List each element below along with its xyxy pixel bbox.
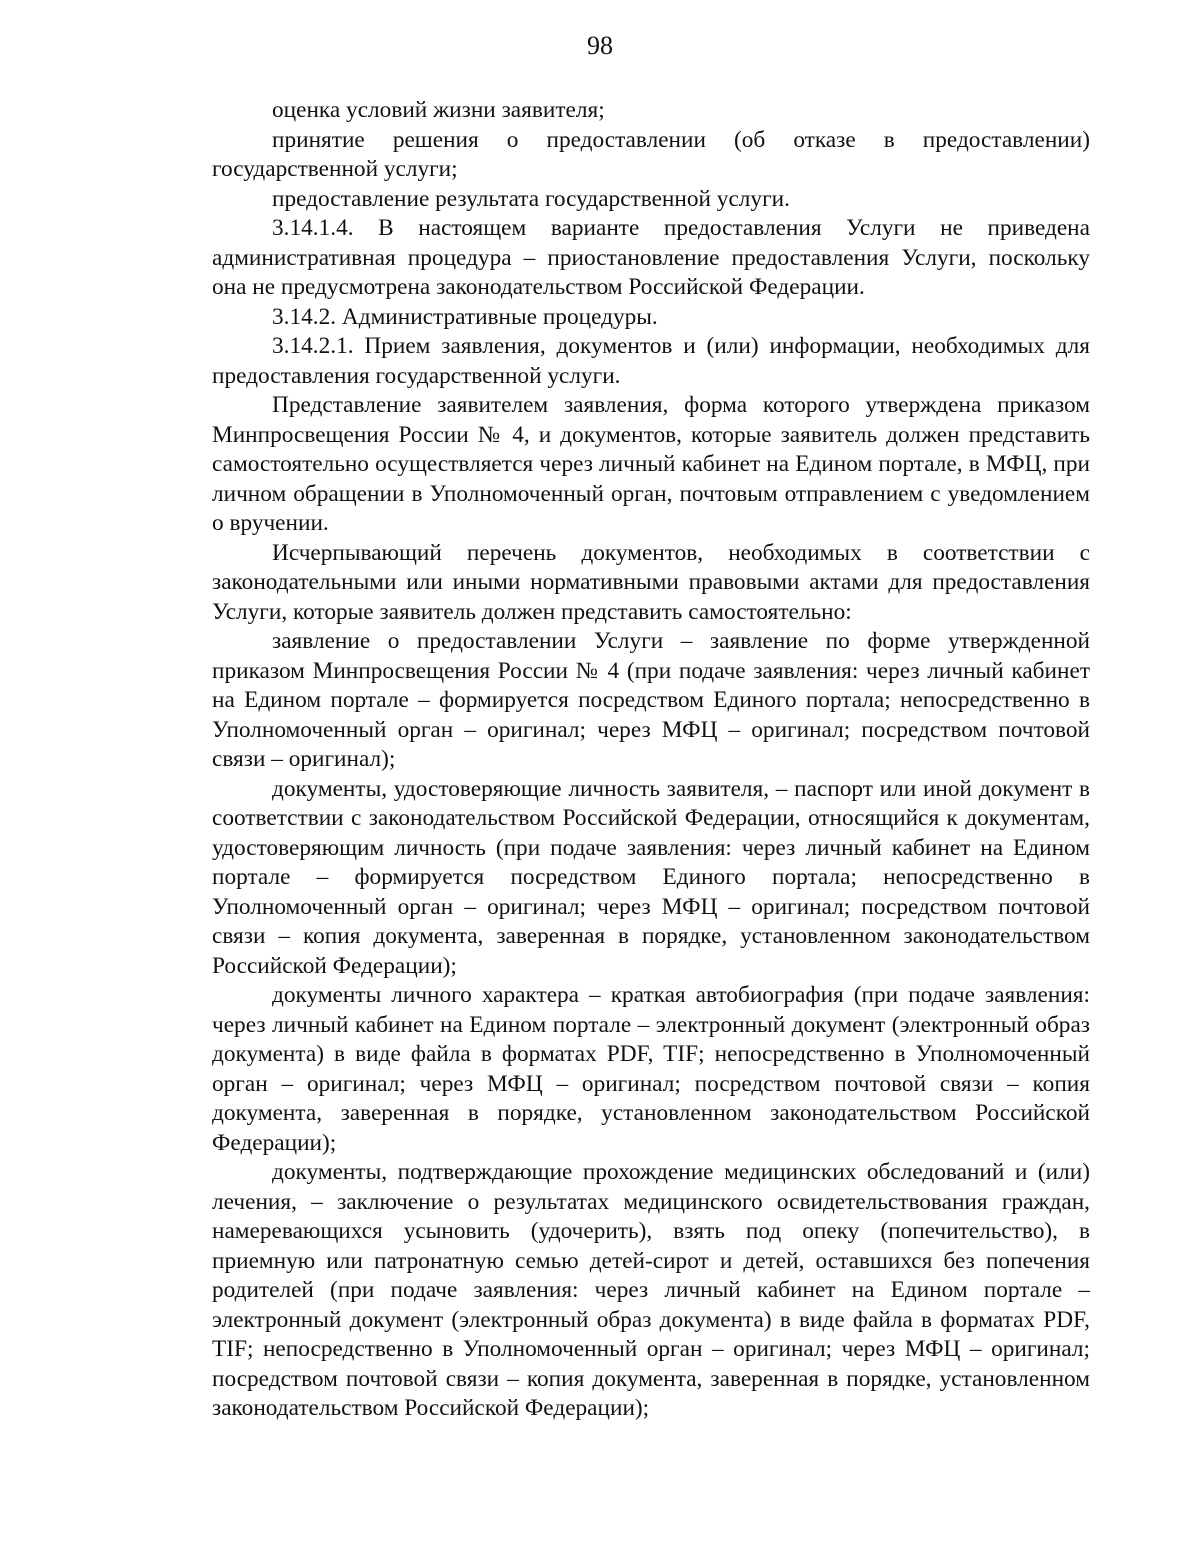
list-item-medical-documents: документы, подтверждающие прохождение медицинских обследований и (или) лечения, – заключение о результатах медицинского освидетельствования граждан, намеревающихся усыновить (удочерить), взять под опеку (попечительство), в приемную или патронатную семью детей-сирот и детей, оставшихся без попечения родителей (при подаче заявления: через личный кабинет на Едином портале – электронный документ (электронный образ документа) в виде файла в форматах PDF, TIF; непосредственно в Уполномоченный орган – оригинал; через МФЦ – оригинал; посредством почтовой связи – копия документа, заверенная в порядке, установленном законодательством Российской Федерации); [212, 1159, 1090, 1421]
list-item-personal-documents: документы личного характера – краткая автобиография (при подаче заявления: через личный кабинет на Едином портале – электронный документ (электронный образ документа) в виде файла в форматах PDF, TIF; непосредственно в Уполномоченный орган – оригинал; через МФЦ – оригинал; посредством почтовой связи – копия документа, заверенная в порядке, установленном законодательством Российской Федерации); [212, 982, 1090, 1156]
paragraph-submission: Представление заявителем заявления, форма которого утверждена приказом Минпросвещения России № 4, и документов, которые заявитель должен представить самостоятельно осуществляется через личный кабинет на Едином портале, в МФЦ, при личном обращении в Уполномоченный орган, почтовым отправлением с уведомлением о вручении. [212, 392, 1090, 536]
page-number: 98 [587, 31, 613, 60]
paragraph-documents-list: Исчерпывающий перечень документов, необходимых в соответствии с законодательными или иными нормативными правовыми актами для предоставления Услуги, которые заявитель должен представить самостоятельно: [212, 539, 1090, 625]
document-body [212, 96, 1090, 1424]
paragraph-3-14-1-4: 3.14.1.4. В настоящем варианте предоставления Услуги не приведена административная процедура – приостановление предоставления Услуги, поскольку она не предусмотрена законодательством Российской Федерации. [212, 215, 1090, 300]
paragraph-3-14-2: 3.14.2. Административные процедуры. [272, 303, 658, 330]
list-item-identity-documents: документы, удостоверяющие личность заявителя, – паспорт или иной документ в соответствии с законодательством Российской Федерации, относящийся к документам, удостоверяющим личность (при подаче заявления: через личный кабинет на Едином портале – формируется посредством Единого портала; непосредственно в Уполномоченный орган – оригинал; через МФЦ – оригинал; посредством почтовой связи – копия документа, заверенная в порядке, установленном законодательством Российской Федерации); [212, 775, 1090, 979]
list-item-application: заявление о предоставлении Услуги – заявление по форме утвержденной приказом Минпросвещения России № 4 (при подаче заявления: через личный кабинет на Едином портале – формируется посредством Единого портала; непосредственно в Уполномоченный орган – оригинал; через МФЦ – оригинал; посредством почтовой связи – оригинал); [212, 628, 1090, 772]
paragraph-living-conditions: оценка условий жизни заявителя; [272, 97, 605, 123]
paragraph-result: предоставление результата государственной услуги. [272, 185, 790, 212]
paragraph-3-14-2-1: 3.14.2.1. Прием заявления, документов и (или) информации, необходимых для предоставления государственной услуги. [212, 333, 1090, 389]
paragraph-decision: принятие решения о предоставлении (об отказе в предоставлении) государственной услуги; [212, 126, 1090, 182]
